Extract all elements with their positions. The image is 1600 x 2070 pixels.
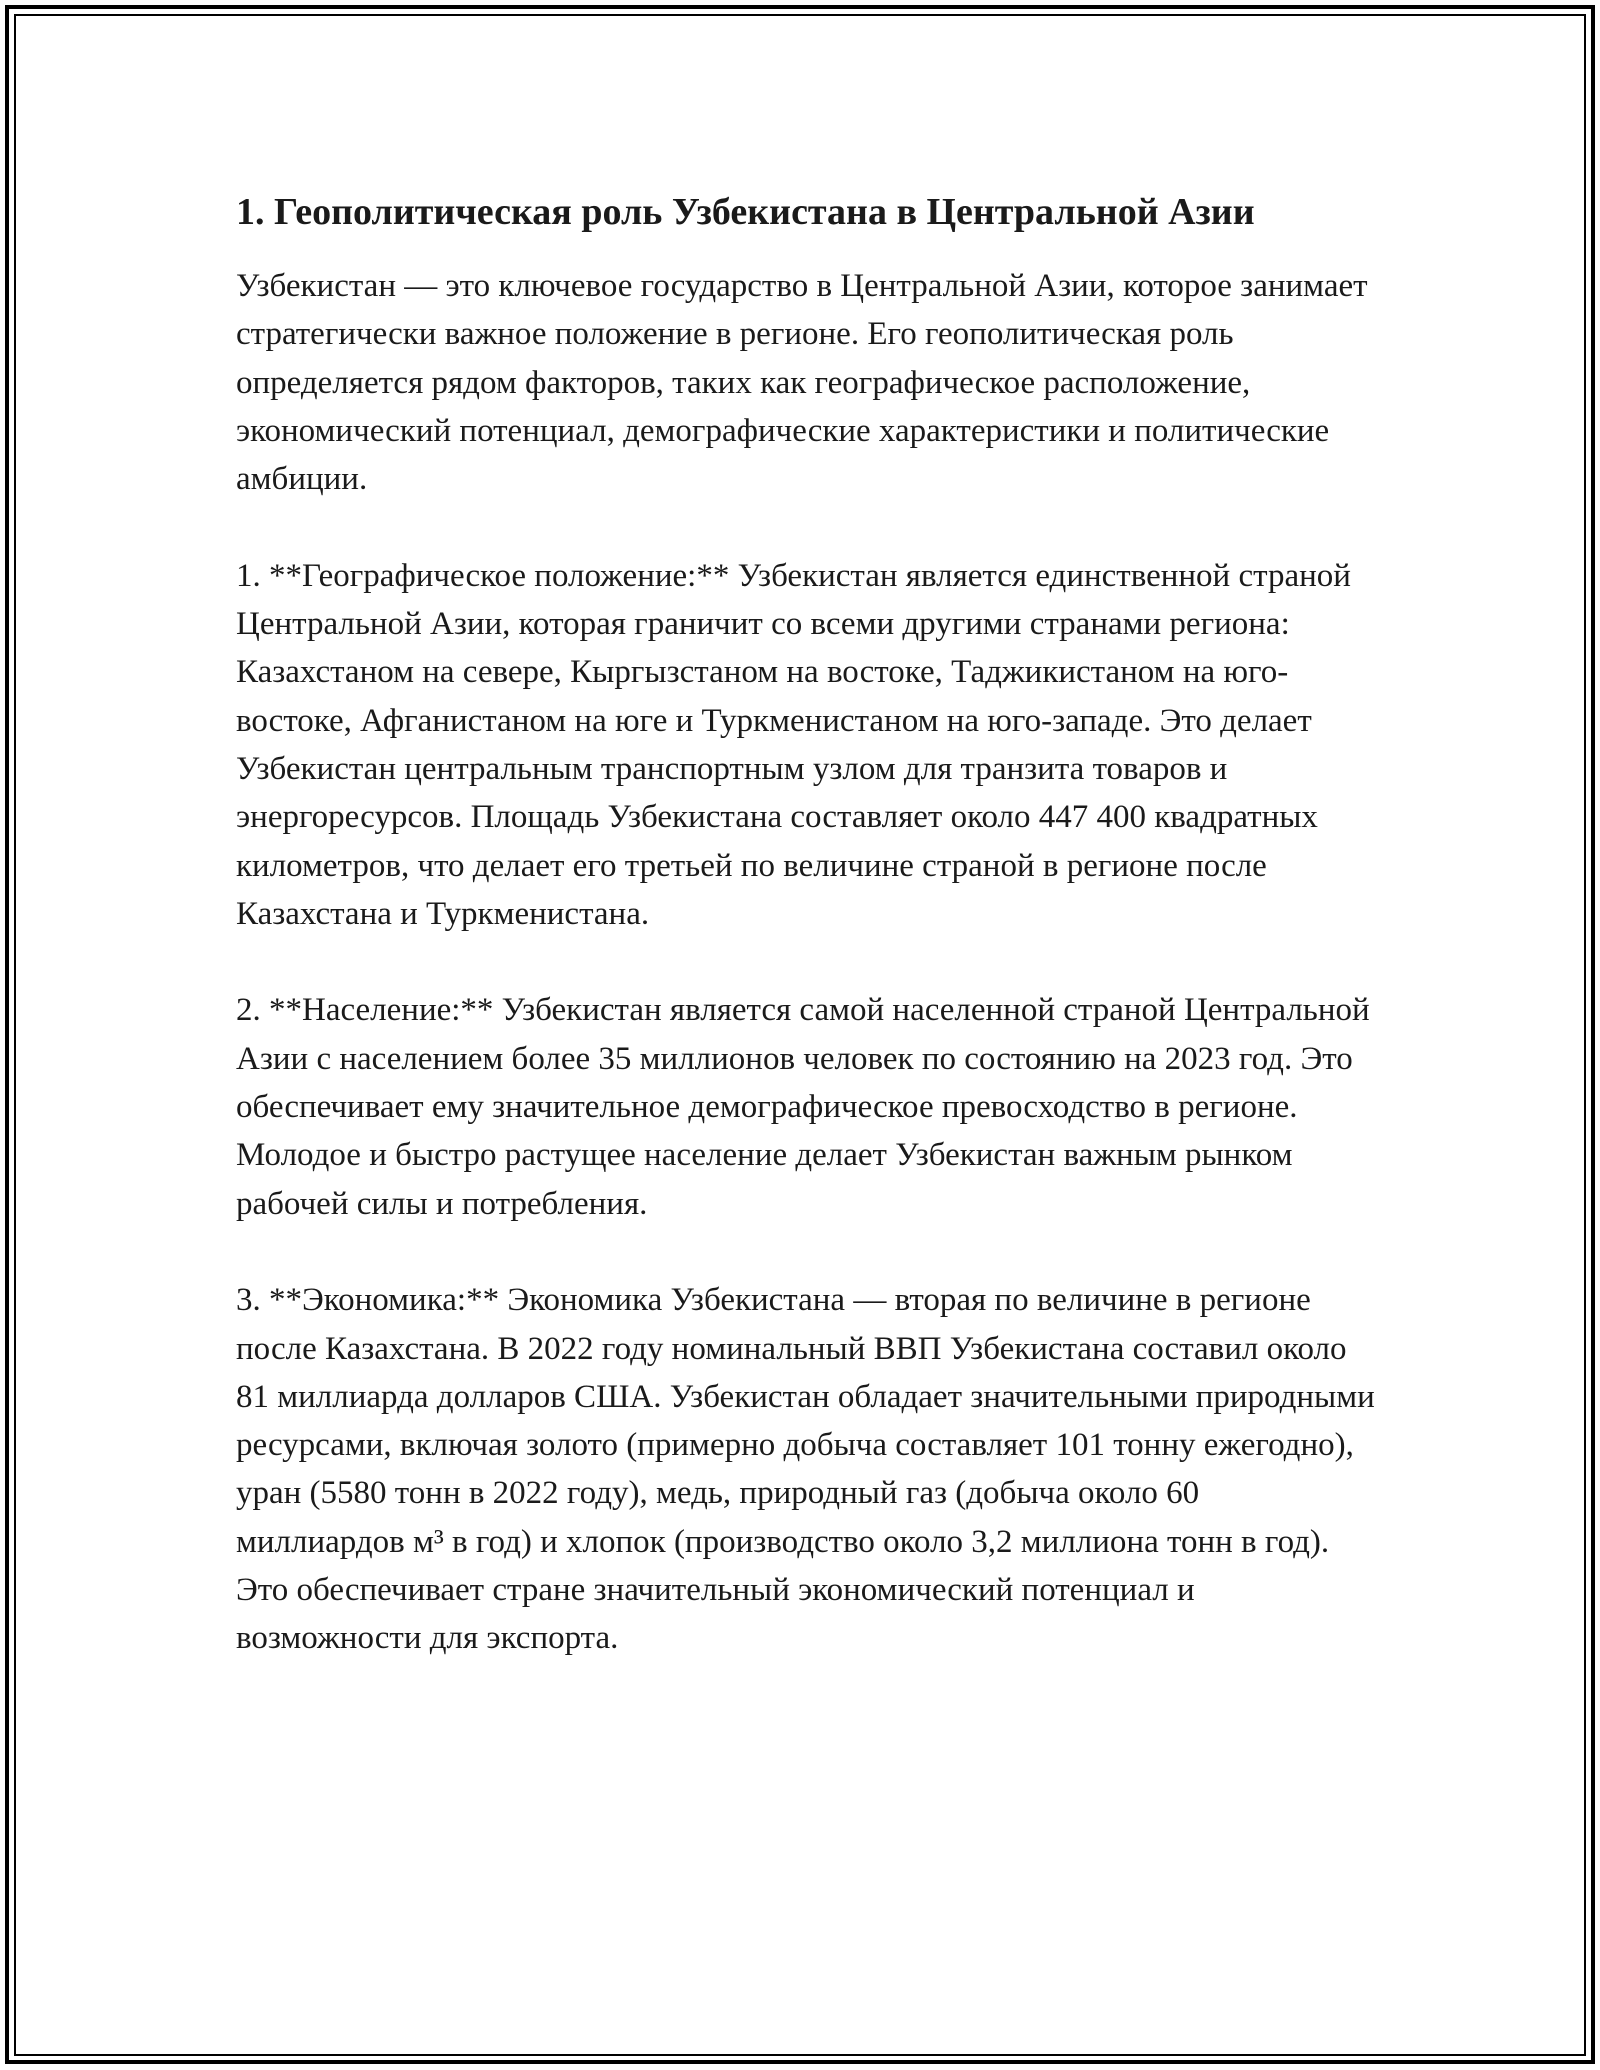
intro-paragraph: Узбекистан — это ключевое государство в Центральной Азии, которое занимает стратегически важное положение в регионе. Его геополитическая роль определяется рядом факторов, таких как географическое расположение, экономический потенциал, демографические характеристики и политические амбиции.	[236, 268, 1368, 498]
population-paragraph: 2. **Население:** Узбекистан является самой населенной страной Центральной Азии с населением более 35 миллионов человек по состоянию на 2023 год. Это обеспечивает ему значительное демографическое превосходство в регионе. Молодое и быстро растущее население делает Узбекистан важным рынком рабочей силы и потребления.	[236, 992, 1370, 1222]
section-heading: 1. Геополитическая роль Узбекистана в Центральной Азии	[236, 191, 1255, 233]
geography-paragraph: 1. **Географическое положение:** Узбекистан является единственной страной Центральной Азии, которая граничит со всеми другими странами региона: Казахстаном на севере, Кыргызстаном на востоке, Таджикистаном на юго-востоке, Афганистаном на юге и Туркменистаном на юго-западе. Это делает Узбекистан центральным транспортным узлом для транзита товаров и энергоресурсов. Площадь Узбекистана составляет около 447 400 квадратных километров, что делает его третьей по величине страной в регионе после Казахстана и Туркменистана.	[236, 557, 1351, 932]
economy-paragraph: 3. **Экономика:** Экономика Узбекистана — вторая по величине в регионе после Казахстана. В 2022 году номинальный ВВП Узбекистана составил около 81 миллиарда долларов США. Узбекистан обладает значительными природными ресурсами, включая золото (примерно добыча составляет 101 тонну ежегодно), уран (5580 тонн в 2022 году), медь, природный газ (добыча около 60 миллиардов м³ в год) и хлопок (производство около 3,2 миллиона тонн в год). Это обеспечивает стране значительный экономический потенциал и возможности для экспорта.	[236, 1282, 1375, 1657]
document-body	[236, 186, 1376, 1663]
